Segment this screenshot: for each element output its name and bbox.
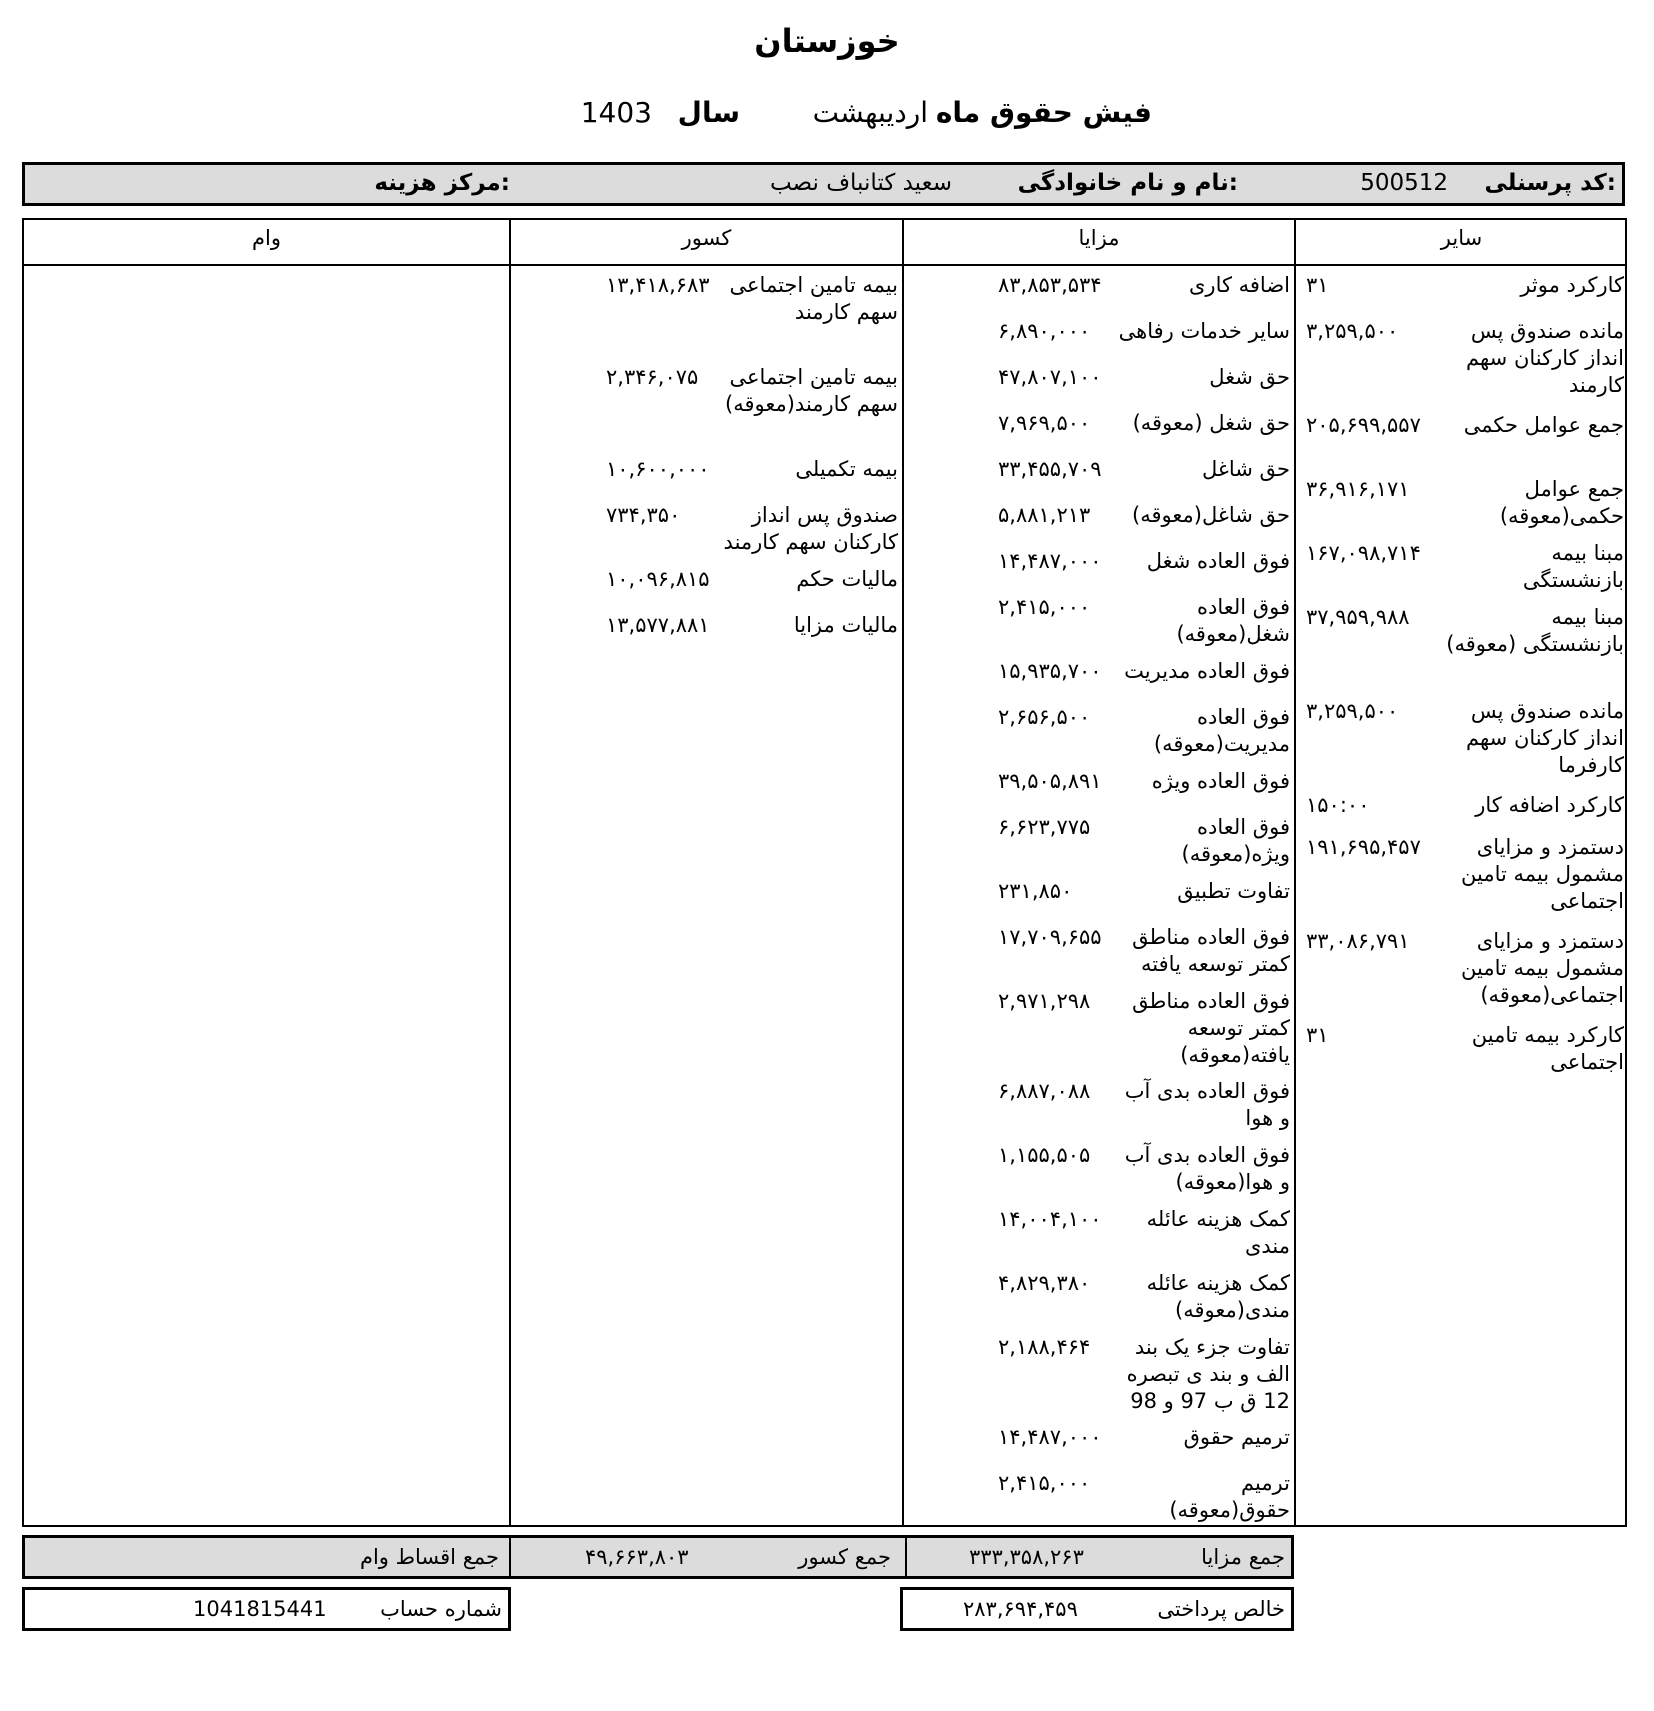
benefit-item-label: کمک هزینه عائله مندی(معوقه) <box>1146 1271 1290 1322</box>
account-number-label: شماره حساب <box>380 1597 502 1621</box>
total-benefits-value: ۳۳۳,۳۵۸,۲۶۳ <box>969 1545 1084 1569</box>
other-item <box>1302 928 1624 1008</box>
other-item-label: مانده صندوق پس انداز کارکنان سهم کارفرما <box>1466 699 1624 777</box>
deduction-item-value: ۱۳,۵۷۷,۸۸۱ <box>606 613 710 637</box>
other-item <box>1302 698 1624 778</box>
benefit-item-value: ۲,۴۱۵,۰۰۰ <box>998 595 1091 619</box>
benefit-item-label: فوق العاده بدی آب و هوا <box>1124 1079 1290 1130</box>
totals-divider <box>509 1538 511 1576</box>
benefit-item-value: ۷,۹۶۹,۵۰۰ <box>998 411 1091 435</box>
slip-title: فیش حقوق ماه <box>935 96 1152 129</box>
net-pay-box <box>900 1587 1294 1631</box>
benefit-item-value: ۱۴,۰۰۴,۱۰۰ <box>998 1207 1102 1231</box>
other-item-value: ۳۶,۹۱۶,۱۷۱ <box>1306 477 1410 501</box>
deduction-item <box>516 364 898 444</box>
slip-period <box>560 96 1160 140</box>
full-name-value: سعید کتانباف نصب <box>769 170 952 196</box>
month-value: اردیبهشت <box>812 96 928 129</box>
benefit-item-value: ۱۴,۴۸۷,۰۰۰ <box>998 1425 1102 1449</box>
other-item-value: ۳۳,۰۸۶,۷۹۱ <box>1306 929 1410 953</box>
employee-info-bar <box>22 162 1625 206</box>
personnel-code-label: کد پرسنلی: <box>1484 170 1616 196</box>
benefit-item-label: فوق العاده شغل <box>1146 549 1290 573</box>
deduction-item-value: ۱۰,۶۰۰,۰۰۰ <box>606 457 710 481</box>
column-divider <box>902 220 904 1525</box>
other-item-label: مبنا بیمه بازنشستگی <box>1522 541 1624 592</box>
other-item-label: مانده صندوق پس انداز کارکنان سهم کارمند <box>1466 319 1624 397</box>
benefit-item-label: فوق العاده مدیریت <box>1124 659 1290 683</box>
benefit-item-label: ترمیم حقوق <box>1183 1425 1290 1449</box>
benefit-item-label: فوق العاده شغل(معوقه) <box>1176 595 1290 646</box>
other-item-label: کارکرد اضافه کار <box>1475 793 1624 817</box>
net-pay-label: خالص پرداختی <box>1157 1597 1285 1621</box>
deduction-item-value: ۱۳,۴۱۸,۶۸۳ <box>606 273 710 297</box>
benefit-item-label: تفاوت جزء یک بند الف و بند ی تبصره 12 ق ب 97 و 98 <box>1126 1335 1290 1413</box>
other-item-value: ۳,۲۵۹,۵۰۰ <box>1306 319 1399 343</box>
benefit-item-label: حق شغل <box>1209 365 1290 389</box>
deduction-item-label: بیمه تامین اجتماعی سهم کارمند <box>729 273 898 324</box>
benefit-item-label: فوق العاده ویژه <box>1151 769 1290 793</box>
benefit-item-value: ۴,۸۲۹,۳۸۰ <box>998 1271 1091 1295</box>
deduction-item-label: مالیات مزایا <box>793 613 898 637</box>
benefit-item-label: حق شاغل(معوقه) <box>1132 503 1290 527</box>
benefit-item-label: فوق العاده بدی آب و هوا(معوقه) <box>1124 1143 1290 1194</box>
benefit-item-label: تفاوت تطبیق <box>1177 879 1290 903</box>
totals-bar <box>22 1535 1294 1579</box>
benefit-item-value: ۴۷,۸۰۷,۱۰۰ <box>998 365 1102 389</box>
benefit-item-label: حق شاغل <box>1201 457 1290 481</box>
column-header-benefits: مزایا <box>1078 226 1120 250</box>
payslip-table <box>22 218 1627 1527</box>
total-benefits-label: جمع مزایا <box>1201 1545 1285 1569</box>
benefit-item-value: ۶,۸۸۷,۰۸۸ <box>998 1079 1091 1103</box>
benefit-item-value: ۳۹,۵۰۵,۸۹۱ <box>998 769 1102 793</box>
column-header-loans: وام <box>252 226 281 250</box>
net-pay-value: ۲۸۳,۶۹۴,۴۵۹ <box>963 1597 1078 1621</box>
other-item <box>1302 1022 1624 1102</box>
other-item-value: ۳۷,۹۵۹,۹۸۸ <box>1306 605 1410 629</box>
year-label: سال <box>677 96 740 129</box>
benefit-item-value: ۸۳,۸۵۳,۵۳۴ <box>998 273 1102 297</box>
full-name-label: نام و نام خانوادگی: <box>1017 170 1238 196</box>
deduction-item-value: ۱۰,۰۹۶,۸۱۵ <box>606 567 710 591</box>
deduction-item-value: ۲,۳۴۶,۰۷۵ <box>606 365 699 389</box>
benefit-item-value: ۲,۴۱۵,۰۰۰ <box>998 1471 1091 1495</box>
benefit-item-value: ۱۴,۴۸۷,۰۰۰ <box>998 549 1102 573</box>
benefit-item-value: ۲,۱۸۸,۴۶۴ <box>998 1335 1091 1359</box>
other-item-value: ۳۱ <box>1306 1023 1329 1047</box>
deduction-item <box>516 612 898 692</box>
account-number-box <box>22 1587 511 1631</box>
benefit-item-label: فوق العاده مدیریت(معوقه) <box>1153 705 1290 756</box>
benefit-item-value: ۳۳,۴۵۵,۷۰۹ <box>998 457 1102 481</box>
other-item-value: ۳۱ <box>1306 273 1329 297</box>
benefit-item-label: فوق العاده ویژه(معوقه) <box>1181 815 1290 866</box>
personnel-code-value: 500512 <box>1360 170 1448 196</box>
account-number-value: 1041815441 <box>193 1597 327 1621</box>
benefit-item-label: ترمیم حقوق(معوقه) <box>1169 1471 1290 1522</box>
other-item-value: ۲۰۵,۶۹۹,۵۵۷ <box>1306 413 1421 437</box>
deduction-item <box>516 272 898 352</box>
column-header-deductions: کسور <box>681 226 732 250</box>
deduction-item-value: ۷۳۴,۳۵۰ <box>606 503 681 527</box>
benefit-item-label: فوق العاده مناطق کمتر توسعه یافته <box>1132 925 1290 976</box>
cost-center-label: مرکز هزینه: <box>374 170 510 196</box>
benefit-item-value: ۶,۶۲۳,۷۷۵ <box>998 815 1091 839</box>
column-header-other: سایر <box>1440 226 1483 250</box>
benefit-item-label: حق شغل (معوقه) <box>1132 411 1290 435</box>
benefit-item-value: ۱,۱۵۵,۵۰۵ <box>998 1143 1091 1167</box>
totals-divider <box>905 1538 907 1576</box>
year-value: 1403 <box>580 96 652 129</box>
benefit-item-label: سایر خدمات رفاهی <box>1118 319 1290 343</box>
other-item-label: مبنا بیمه بازنشستگی (معوقه) <box>1446 605 1624 656</box>
benefit-item-value: ۵,۸۸۱,۲۱۳ <box>998 503 1091 527</box>
other-item-label: جمع عوامل حکمی(معوقه) <box>1499 477 1624 528</box>
deduction-item-label: مالیات حکم <box>796 567 898 591</box>
benefit-item-label: فوق العاده مناطق کمتر توسعه یافته(معوقه) <box>1132 989 1290 1067</box>
other-item-value: ۳,۲۵۹,۵۰۰ <box>1306 699 1399 723</box>
other-item <box>1302 834 1624 914</box>
benefit-item-value: ۱۷,۷۰۹,۶۵۵ <box>998 925 1102 949</box>
benefit-item-label: اضافه کاری <box>1188 273 1290 297</box>
header-divider <box>24 264 1625 266</box>
total-deductions-label: جمع کسور <box>798 1545 891 1569</box>
benefit-item-value: ۲۳۱,۸۵۰ <box>998 879 1073 903</box>
column-divider <box>509 220 511 1525</box>
other-item-label: کارکرد موثر <box>1520 273 1624 297</box>
deduction-item-label: بیمه تامین اجتماعی سهم کارمند(معوقه) <box>725 365 898 416</box>
province-title: خوزستان <box>754 22 900 60</box>
other-item-label: کارکرد بیمه تامین اجتماعی <box>1471 1023 1624 1074</box>
deduction-item-label: بیمه تکمیلی <box>795 457 898 481</box>
benefit-item-value: ۱۵,۹۳۵,۷۰۰ <box>998 659 1102 683</box>
benefit-item <box>910 988 1290 1068</box>
total-loans-label: جمع اقساط وام <box>359 1545 499 1569</box>
other-item-label: دستمزد و مزایای مشمول بیمه تامین اجتماعی <box>1461 835 1624 913</box>
other-item-label: دستمزد و مزایای مشمول بیمه تامین اجتماعی(معوقه) <box>1461 929 1624 1007</box>
other-item-value: ۱۹۱,۶۹۵,۴۵۷ <box>1306 835 1421 859</box>
deduction-item-label: صندوق پس انداز کارکنان سهم کارمند <box>723 503 898 554</box>
total-deductions-value: ۴۹,۶۶۳,۸۰۳ <box>585 1545 689 1569</box>
other-item-value: ۱۵۰:۰۰ <box>1306 793 1370 817</box>
benefit-item-value: ۲,۹۷۱,۲۹۸ <box>998 989 1091 1013</box>
column-divider <box>1294 220 1296 1525</box>
other-item-label: جمع عوامل حکمی <box>1463 413 1624 437</box>
benefit-item-label: کمک هزینه عائله مندی <box>1146 1207 1290 1258</box>
other-item <box>1302 318 1624 398</box>
benefit-item-value: ۲,۶۵۶,۵۰۰ <box>998 705 1091 729</box>
benefit-item-value: ۶,۸۹۰,۰۰۰ <box>998 319 1091 343</box>
other-item <box>1302 604 1624 684</box>
other-item-value: ۱۶۷,۰۹۸,۷۱۴ <box>1306 541 1421 565</box>
benefit-item <box>910 1334 1290 1414</box>
